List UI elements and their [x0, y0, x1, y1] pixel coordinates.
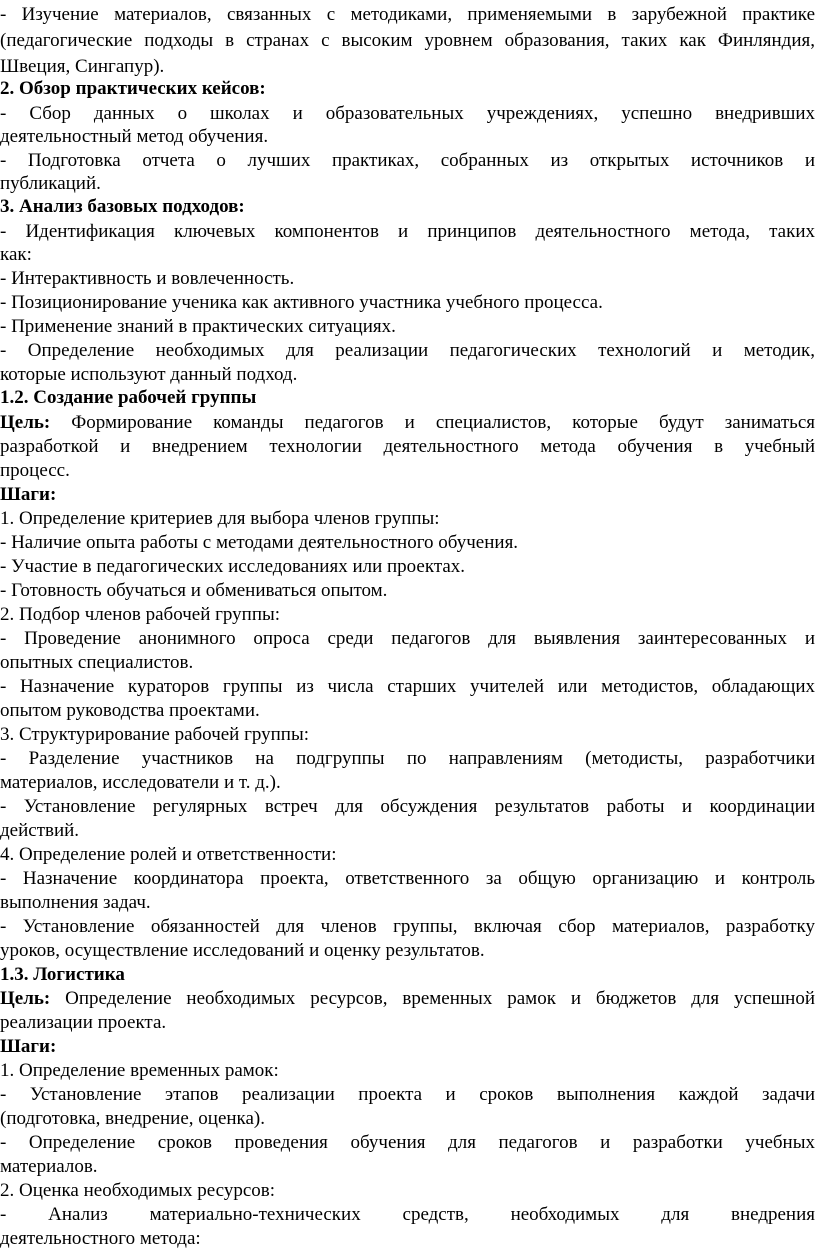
text-line: действий. [0, 820, 80, 841]
text-line: - Подготовка отчета о лучших практиках, собранных из открытых источников и [0, 150, 815, 171]
text-line: 3. Структурирование рабочей группы: [0, 724, 310, 745]
text-line: как: [0, 244, 32, 265]
text-line: - Назначение кураторов группы из числа старших учителей или методистов, обладающих [0, 676, 815, 697]
goal-label: Цель: [0, 988, 51, 1009]
text-line: - Изучение материалов, связанных с методиками, применяемыми в зарубежной практике [0, 4, 815, 25]
text-line: - Готовность обучаться и обмениваться опытом. [0, 580, 388, 601]
text-line: - Позиционирование ученика как активного участника учебного процесса. [0, 292, 603, 313]
text-line: реализации проекта. [0, 1012, 167, 1033]
steps-heading: Шаги: [0, 1036, 57, 1057]
section-heading: 2. Обзор практических кейсов: [0, 78, 266, 99]
text-line: - Интерактивность и вовлеченность. [0, 268, 295, 289]
text-line: - Идентификация ключевых компонентов и принципов деятельностного метода, таких [0, 221, 815, 242]
text-line: процесс. [0, 460, 70, 481]
text-line: 2. Оценка необходимых ресурсов: [0, 1180, 276, 1201]
text-line: - Установление обязанностей для членов группы, включая сбор материалов, разработку [0, 916, 815, 937]
text-line: материалов. [0, 1156, 98, 1177]
text-line: опытом руководства проектами. [0, 700, 260, 721]
text-line: (педагогические подходы в странах с высоким уровнем образования, таких как Финляндия, [0, 30, 815, 51]
text-line: - Разделение участников на подгруппы по направлениям (методисты, разработчики [0, 748, 815, 769]
text-line: - Анализ материально-технических средств, необходимых для внедрения [0, 1204, 815, 1225]
text-line: - Участие в педагогических исследованиях или проектах. [0, 556, 466, 577]
text-line: уроков, осуществление исследований и оценку результатов. [0, 940, 485, 961]
text-line: публикаций. [0, 173, 101, 194]
text-line: деятельностный метод обучения. [0, 126, 269, 147]
text-line: - Применение знаний в практических ситуациях. [0, 316, 396, 337]
text-line: выполнения задач. [0, 892, 151, 913]
text-line: - Определение необходимых для реализации педагогических технологий и методик, [0, 340, 815, 361]
text-line: 4. Определение ролей и ответственности: [0, 844, 337, 865]
subsection-heading: 1.2. Создание рабочей группы [0, 387, 257, 408]
goal-line [0, 986, 815, 1012]
text-line: - Проведение анонимного опроса среди педагогов для выявления заинтересованных и [0, 628, 815, 649]
text-line: опытных специалистов. [0, 652, 194, 673]
text-line: 1. Определение временных рамок: [0, 1060, 279, 1081]
text-line: - Установление этапов реализации проекта и сроков выполнения каждой задачи [0, 1084, 815, 1105]
text-line: - Сбор данных о школах и образовательных учреждениях, успешно внедривших [0, 103, 815, 124]
steps-heading: Шаги: [0, 484, 57, 505]
text-line: 1. Определение критериев для выбора членов группы: [0, 508, 440, 529]
text-line: - Наличие опыта работы с методами деятельностного обучения. [0, 532, 519, 553]
text-line: которые используют данный подход. [0, 364, 298, 385]
subsection-heading: 1.3. Логистика [0, 964, 125, 985]
goal-text: Формирование команды педагогов и специалистов, которые будут заниматься [50, 412, 815, 433]
text-line: разработкой и внедрением технологии деятельностного метода обучения в учебный [0, 436, 815, 457]
text-line: материалов, исследователи и т. д.). [0, 772, 281, 793]
text-line: (подготовка, внедрение, оценка). [0, 1108, 265, 1129]
goal-label: Цель: [0, 412, 51, 433]
text-line: - Установление регулярных встреч для обсуждения результатов работы и координации [0, 796, 815, 817]
text-line: 2. Подбор членов рабочей группы: [0, 604, 281, 625]
text-line: - Определение сроков проведения обучения для педагогов и разработки учебных [0, 1132, 815, 1153]
text-line: Швеция, Сингапур). [0, 56, 165, 77]
section-heading: 3. Анализ базовых подходов: [0, 196, 245, 217]
text-line: - Назначение координатора проекта, ответственного за общую организацию и контроль [0, 868, 815, 889]
text-line: деятельностного метода: [0, 1228, 201, 1249]
goal-line [0, 410, 815, 436]
goal-text: Определение необходимых ресурсов, временных рамок и бюджетов для успешной [50, 988, 815, 1009]
